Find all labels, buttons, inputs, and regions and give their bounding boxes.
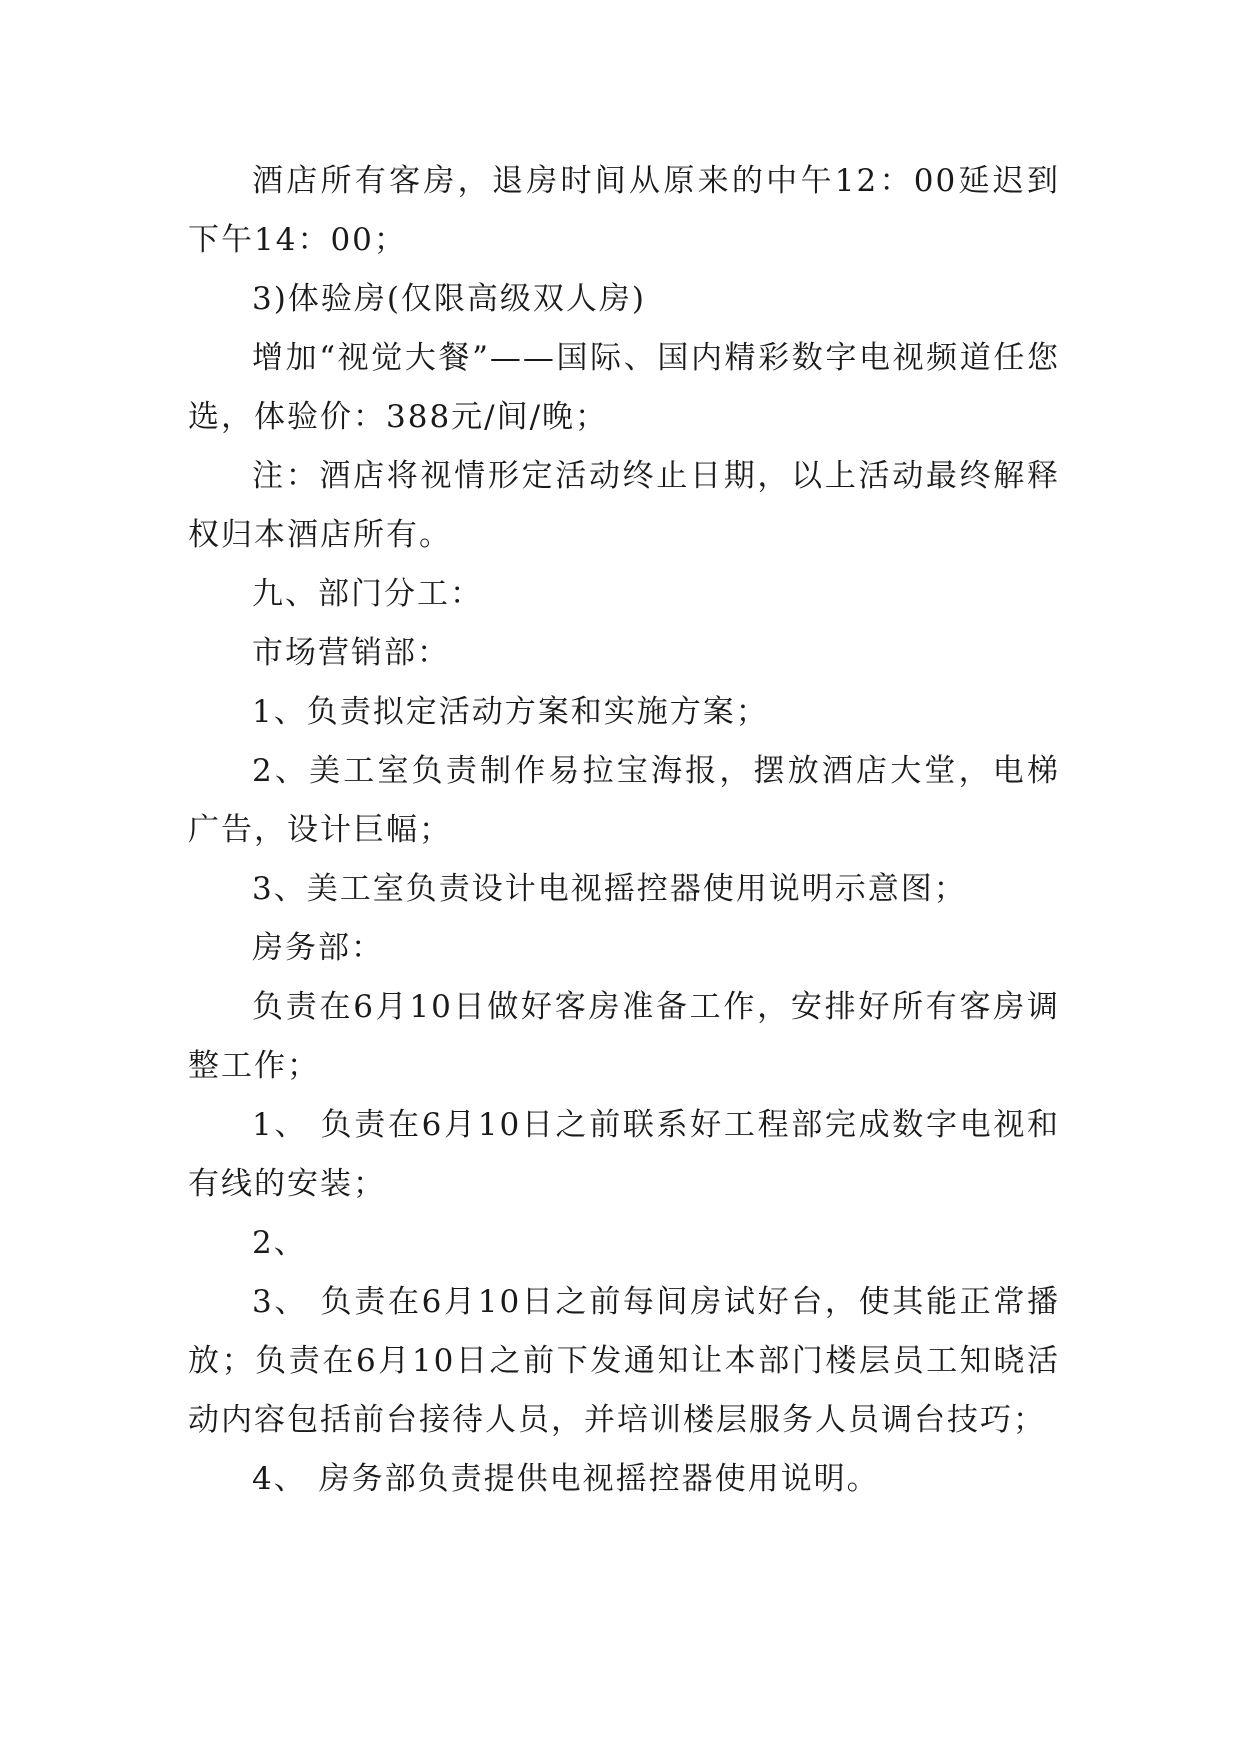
department-marketing: 市场营销部： bbox=[252, 635, 450, 671]
rooms-item-2: 2、 bbox=[252, 1225, 307, 1261]
paragraph-note: 注：酒店将视情形定活动终止日期，以上活动最终解释权归本酒店所有。 bbox=[188, 458, 1060, 553]
paragraph-checkout-extension: 酒店所有客房，退房时间从原来的中午12：00延迟到下午14：00； bbox=[188, 163, 1060, 258]
paragraph-experience-room: 3)体验房(仅限高级双人房) bbox=[252, 281, 647, 317]
department-rooms: 房务部： bbox=[252, 930, 384, 966]
rooms-item-1: 1、 负责在6月10日之前联系好工程部完成数字电视和有线的安装； bbox=[188, 1107, 1060, 1202]
section-heading-division: 九、部门分工： bbox=[252, 576, 483, 612]
marketing-item-3: 3、美工室负责设计电视摇控器使用说明示意图； bbox=[252, 871, 967, 907]
marketing-item-2: 2、美工室负责制作易拉宝海报，摆放酒店大堂，电梯广告，设计巨幅； bbox=[188, 753, 1060, 848]
rooms-intro: 负责在6月10日做好客房准备工作，安排好所有客房调整工作； bbox=[188, 989, 1060, 1084]
document-body bbox=[188, 152, 1060, 1509]
rooms-item-4: 4、 房务部负责提供电视摇控器使用说明。 bbox=[252, 1461, 880, 1497]
rooms-item-3: 3、 负责在6月10日之前每间房试好台，使其能正常播放；负责在6月10日之前下发通知让本部门楼层员工知晓活动内容包括前台接待人员，并培训楼层服务人员调台技巧； bbox=[188, 1284, 1060, 1438]
paragraph-visual-feast: 增加“视觉大餐”——国际、国内精彩数字电视频道任您选，体验价：388元/间/晚； bbox=[188, 340, 1060, 435]
marketing-item-1: 1、负责拟定活动方案和实施方案； bbox=[252, 694, 769, 730]
